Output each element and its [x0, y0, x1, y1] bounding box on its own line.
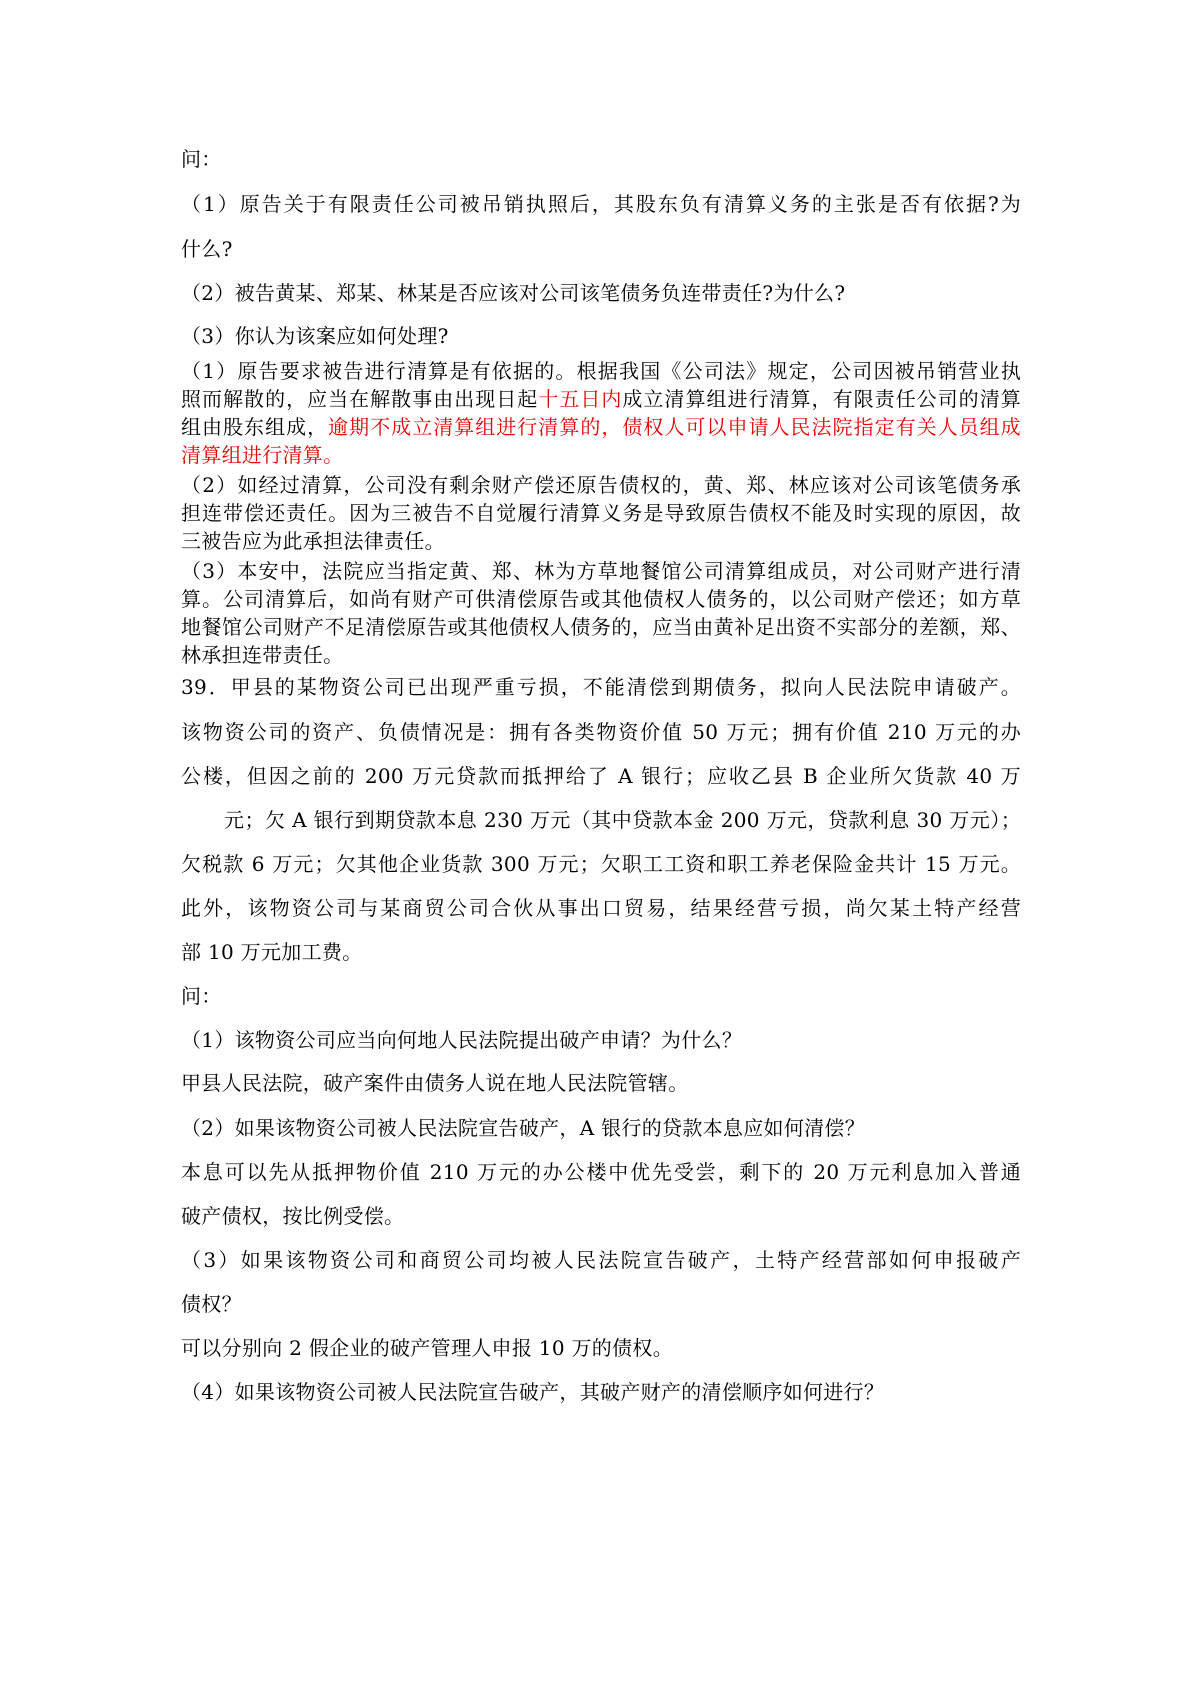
answer-3-line-4: 林承担连带责任。 — [181, 643, 344, 667]
answer-3-line-1: （3）本安中，法院应当指定黄、郑、林为方草地餐馆公司清算组成员，对公司财产进行清 — [181, 559, 1021, 583]
case-39-line-3: 公楼，但因之前的 200 万元贷款而抵押给了 A 银行；应收乙县 B 企业所欠货款 40 万 — [181, 764, 1021, 788]
case-39-answer-2-line-1: 本息可以先从抵押物价值 210 万元的办公楼中优先受尝，剩下的 20 万元利息加入普通 — [181, 1160, 1021, 1184]
case-39-answer-2-line-2: 破产债权，按比例受偿。 — [181, 1204, 405, 1228]
question-heading: 问： — [181, 147, 222, 171]
answer-2-line-2: 担连带偿还责任。因为三被告不自觉履行清算义务是导致原告债权不能及时实现的原因，故 — [181, 501, 1021, 525]
answer-3-line-3: 地餐馆公司财产不足清偿原告或其他债权人债务的，应当由黄补足出资不实部分的差额，郑、 — [181, 615, 1021, 639]
answer-1-line-1: （1）原告要求被告进行清算是有依据的。根据我国《公司法》规定，公司因被吊销营业执 — [181, 359, 1021, 383]
answer-1-line-2: 照而解散的，应当在解散事由出现日起十五日内成立清算组进行清算，有限责任公司的清算 — [181, 387, 1022, 411]
case-39-line-1: 39．甲县的某物资公司已出现严重亏损，不能清偿到期债务，拟向人民法院申请破产。 — [181, 675, 1021, 699]
answer-2-line-1: （2）如经过清算，公司没有剩余财产偿还原告债权的，黄、郑、林应该对公司该笔债务承 — [181, 473, 1021, 497]
case-39-question-3-line-2: 债权？ — [181, 1292, 242, 1316]
case-39-line-4: 元；欠 A 银行到期贷款本息 230 万元（其中贷款本金 200 万元，贷款利息 30 万元）； — [224, 808, 1021, 832]
case-39-line-7: 部 10 万元加工费。 — [181, 940, 363, 964]
case-39-question-1: （1）该物资公司应当向何地人民法院提出破产申请？为什么？ — [181, 1028, 743, 1052]
case-39-line-6: 此外，该物资公司与某商贸公司合伙从事出口贸易，结果经营亏损，尚欠某土特产经营 — [181, 896, 1021, 920]
question-2: （2）被告黄某、郑某、林某是否应该对公司该笔债务负连带责任?为什么? — [181, 281, 846, 305]
case-39-line-5: 欠税款 6 万元；欠其他企业货款 300 万元；欠职工工资和职工养老保险金共计 15 万元。 — [181, 852, 1021, 876]
answer-1-line-4: 清算组进行清算。 — [181, 443, 344, 467]
question-1-line-2: 什么? — [181, 237, 233, 261]
answer-3-line-2: 算。公司清算后，如尚有财产可供清偿原告或其他债权人债务的，以公司财产偿还；如方草 — [181, 587, 1021, 611]
case-39-question-2: （2）如果该物资公司被人民法院宣告破产，A 银行的贷款本息应如何清偿？ — [181, 1116, 866, 1140]
question-1-line-1: （1）原告关于有限责任公司被吊销执照后，其股东负有清算义务的主张是否有依据?为 — [181, 192, 1021, 216]
case-39-question-4: （4）如果该物资公司被人民法院宣告破产，其破产财产的清偿顺序如何进行？ — [181, 1380, 885, 1404]
case-39-answer-3: 可以分别向 2 假企业的破产管理人申报 10 万的债权。 — [181, 1336, 674, 1360]
highlight-deadline: 十五日内 — [538, 387, 623, 411]
question-heading-2: 问： — [181, 984, 222, 1008]
answer-1-line-3: 组由股东组成，逾期不成立清算组进行清算的，债权人可以申请人民法院指定有关人员组成 — [181, 415, 1021, 439]
case-39-line-2: 该物资公司的资产、负债情况是：拥有各类物资价值 50 万元；拥有价值 210 万元的办 — [181, 720, 1021, 744]
highlight-creditor-right: 逾期不成立清算组进行清算的，债权人可以申请人民法院指定有关人员组成 — [328, 415, 1021, 439]
case-39-answer-1: 甲县人民法院，破产案件由债务人说在地人民法院管辖。 — [181, 1071, 689, 1095]
answer-2-line-3: 三被告应为此承担法律责任。 — [181, 529, 445, 553]
question-3: （3）你认为该案应如何处理? — [181, 324, 449, 348]
case-39-question-3-line-1: （3）如果该物资公司和商贸公司均被人民法院宣告破产，土特产经营部如何申报破产 — [181, 1248, 1021, 1272]
